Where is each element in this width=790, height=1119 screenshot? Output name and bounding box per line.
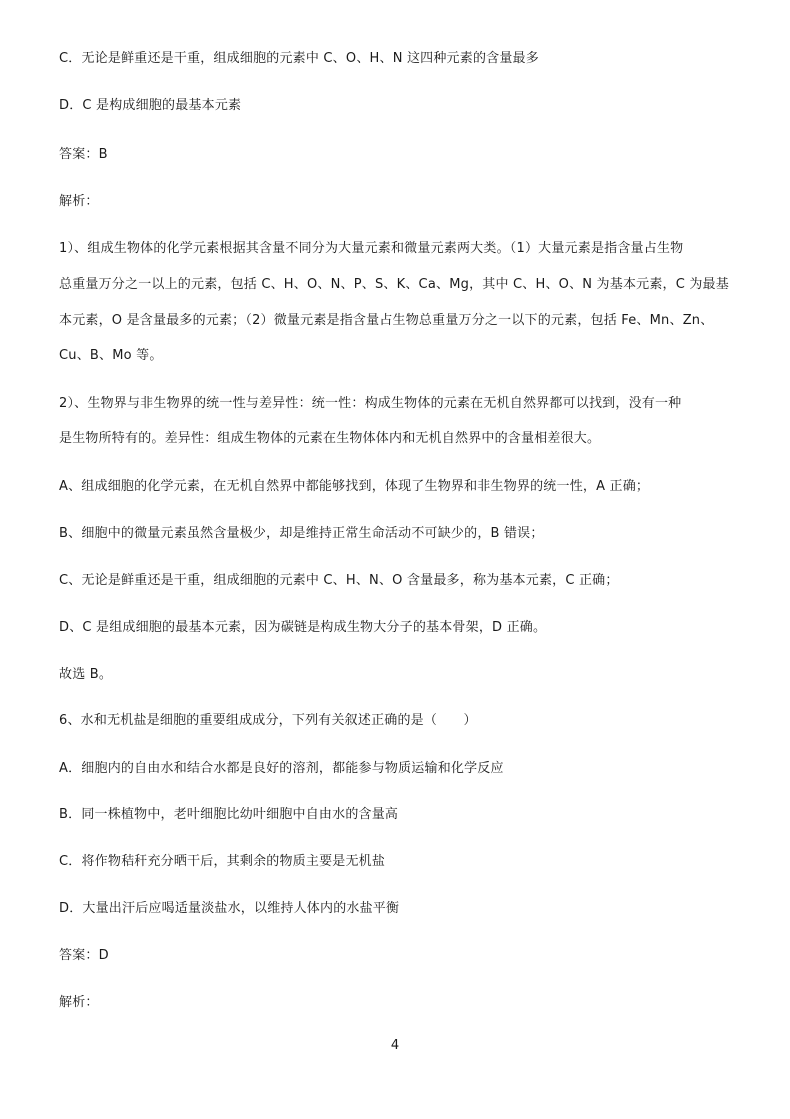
question-6-option-a: A．细胞内的自由水和结合水都是良好的溶剂，都能参与物质运输和化学反应 bbox=[59, 761, 504, 776]
explanation-a: A、组成细胞的化学元素，在无机自然界中都能够找到，体现了生物界和非生物界的统一性，A 正确； bbox=[59, 479, 650, 494]
question-6-option-b: B．同一株植物中，老叶细胞比幼叶细胞中自由水的含量高 bbox=[59, 807, 399, 822]
question-6-option-c: C．将作物秸秆充分晒干后，其剩余的物质主要是无机盐 bbox=[59, 854, 386, 869]
explanation-b: B、细胞中的微量元素虽然含量极少，却是维持正常生命活动不可缺少的，B 错误； bbox=[59, 526, 544, 541]
analysis-paragraph-1-line-4: Cu、B、Mo 等。 bbox=[59, 348, 163, 363]
question-6-analysis-label: 解析： bbox=[59, 995, 99, 1010]
analysis-label: 解析： bbox=[59, 194, 99, 209]
option-c-text: C．无论是鲜重还是干重，组成细胞的元素中 C、O、H、N 这四种元素的含量最多 bbox=[59, 51, 539, 66]
question-6-option-d: D．大量出汗后应喝适量淡盐水，以维持人体内的水盐平衡 bbox=[59, 901, 400, 916]
answer-label: 答案：B bbox=[59, 147, 108, 162]
analysis-paragraph-1-line-2: 总重量万分之一以上的元素，包括 C、H、O、N、P、S、K、Ca、Mg，其中 C、H、O、N 为基本元素，C 为最基 bbox=[59, 277, 729, 292]
page-number: 4 bbox=[390, 1038, 400, 1053]
explanation-d: D、C 是组成细胞的最基本元素，因为碳链是构成生物大分子的基本骨架，D 正确。 bbox=[59, 620, 547, 635]
analysis-paragraph-2-line-2: 是生物所特有的。差异性：组成生物体的元素在生物体体内和无机自然界中的含量相差很大。 bbox=[59, 431, 601, 446]
explanation-c: C、无论是鲜重还是干重，组成细胞的元素中 C、H、N、O 含量最多，称为基本元素，C 正确； bbox=[59, 573, 619, 588]
analysis-paragraph-2-line-1: 2）、生物界与非生物界的统一性与差异性：统一性：构成生物体的元素在无机自然界都可以找到，没有一种 bbox=[59, 396, 682, 411]
question-6-answer-label: 答案：D bbox=[59, 948, 109, 963]
analysis-paragraph-1-line-3: 本元素，O 是含量最多的元素；（2）微量元素是指含量占生物总重量万分之一以下的元素，包括 Fe、Mn、Zn、 bbox=[59, 313, 714, 328]
analysis-paragraph-1-line-1: 1）、组成生物体的化学元素根据其含量不同分为大量元素和微量元素两大类。（1）大量元素是指含量占生物 bbox=[59, 241, 684, 256]
question-6-stem: 6、水和无机盐是细胞的重要组成成分，下列有关叙述正确的是（ ） bbox=[59, 713, 477, 728]
conclusion-text: 故选 B。 bbox=[59, 667, 113, 682]
option-d-text: D．C 是构成细胞的最基本元素 bbox=[59, 98, 242, 113]
